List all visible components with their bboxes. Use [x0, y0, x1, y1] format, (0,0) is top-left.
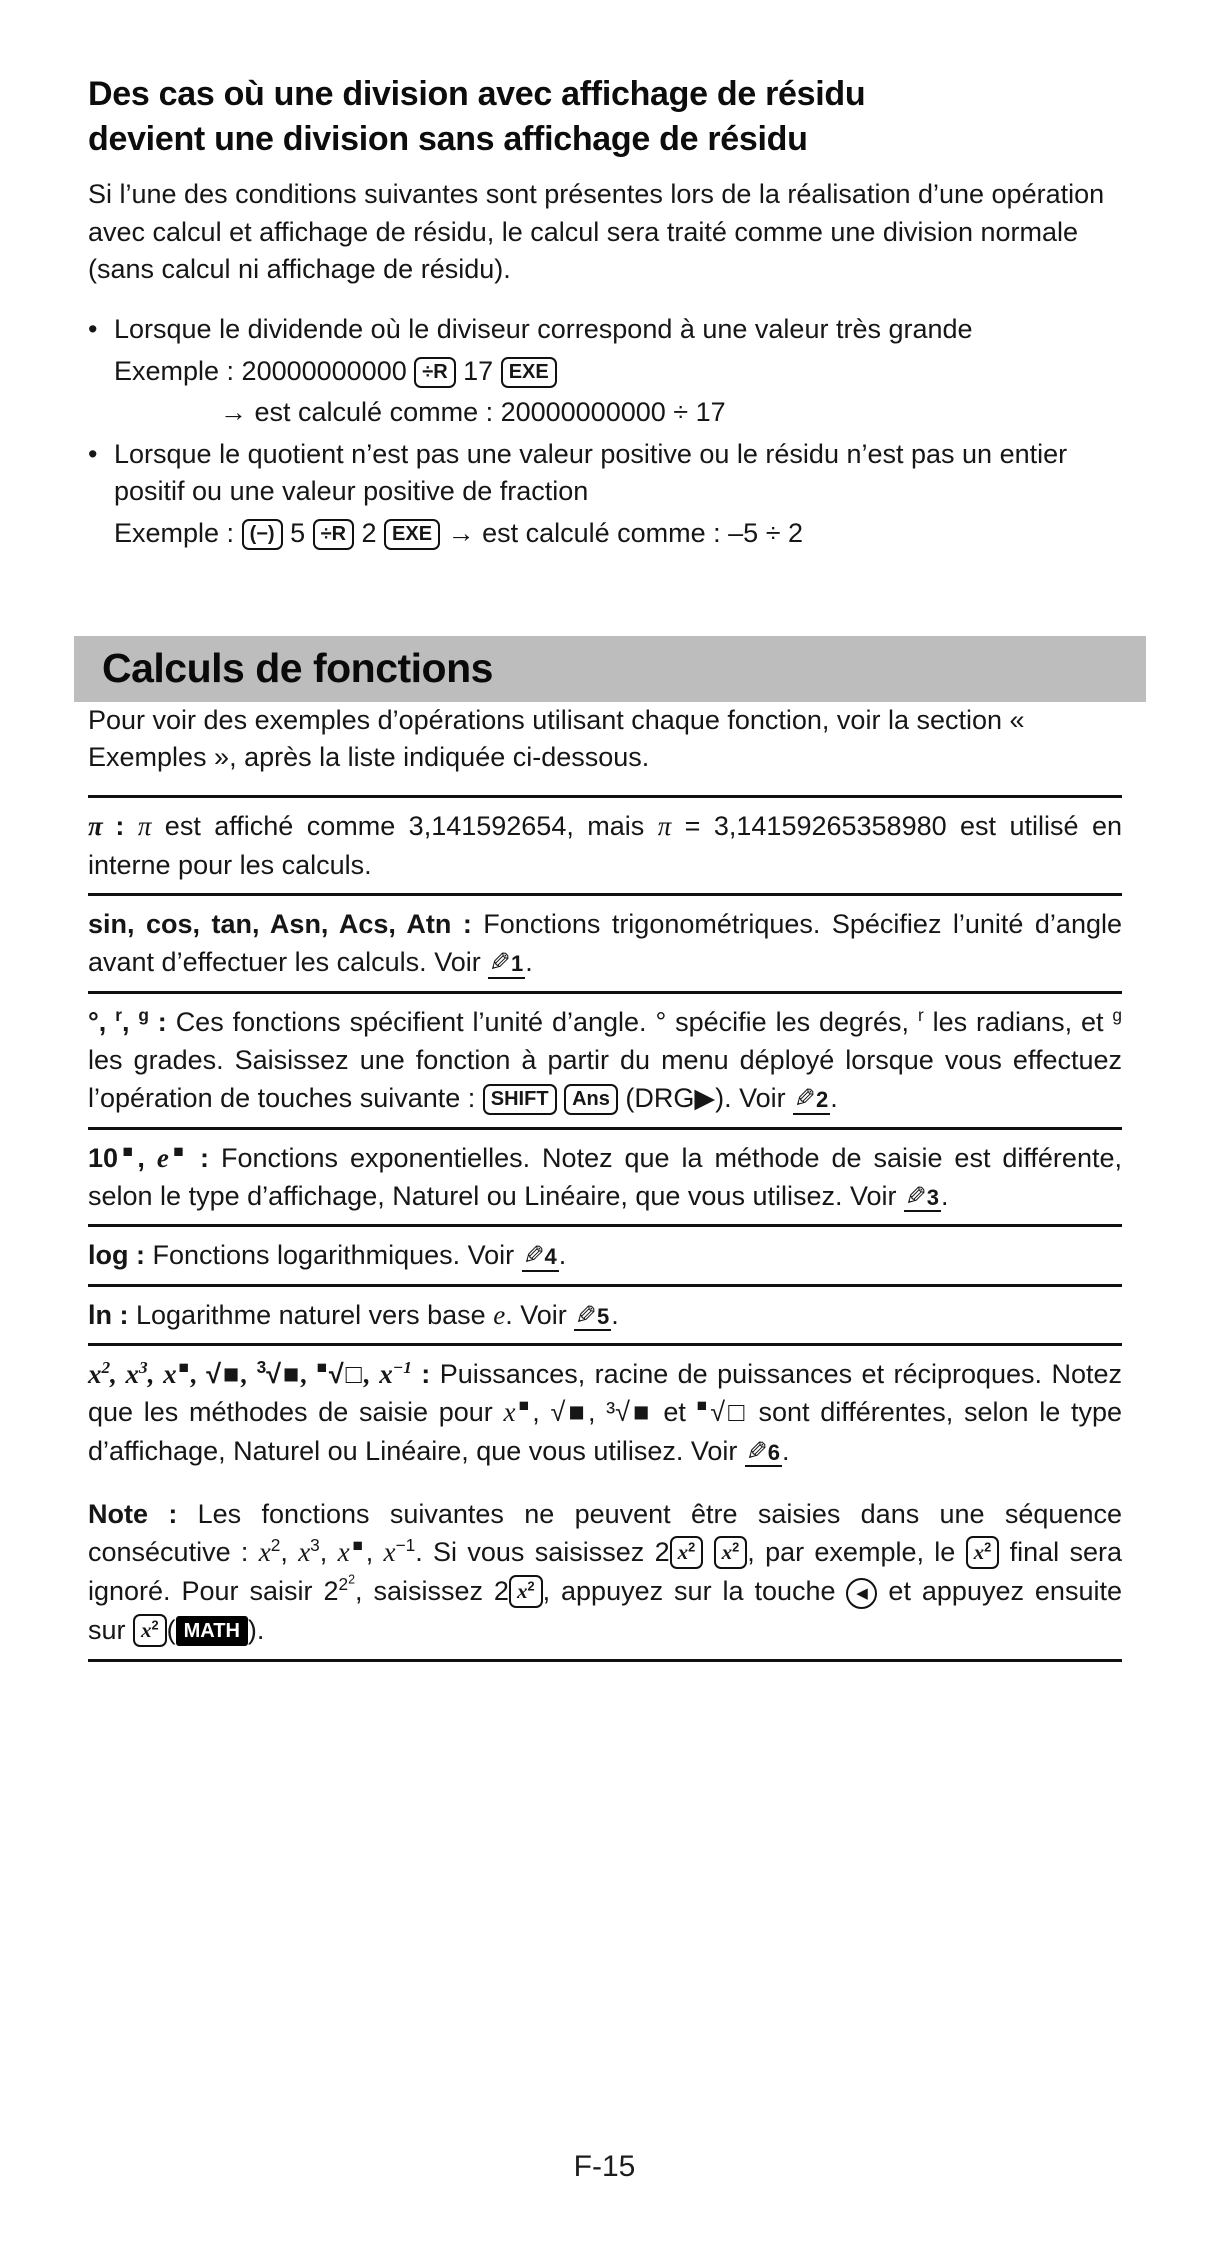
- text-segment: ,: [365, 1537, 384, 1568]
- text-segment: x: [503, 1397, 516, 1428]
- text-segment: °,: [88, 1006, 116, 1037]
- replay-left-key-icon: ◀: [846, 1578, 877, 1609]
- function-list: [88, 795, 1122, 1662]
- text-segment: π: [137, 811, 152, 842]
- section-banner: [74, 636, 1146, 702]
- text-segment: 17: [455, 355, 501, 386]
- example-note-4-icon: ✎4: [522, 1240, 557, 1271]
- text-segment: , appuyez sur la touche: [542, 1575, 847, 1606]
- text-segment: ■: [118, 1140, 138, 1161]
- text-segment: les grades. Saisissez une fonction à partir du menu déployé lorsque vous effectuez l’opération de touches suivante :: [88, 1044, 1122, 1114]
- text-segment: x: [383, 1537, 396, 1568]
- text-segment: x: [379, 1358, 393, 1389]
- text-segment: les radians, et: [923, 1006, 1113, 1037]
- text-segment: .: [941, 1180, 949, 1211]
- text-segment: π: [657, 811, 672, 842]
- functions-intro-paragraph: Pour voir des exemples d’opérations utilisant chaque fonction, voir la section « Exemples », après la liste indiquée ci-dessous.: [88, 704, 1025, 773]
- function-entry-angle-units: [88, 991, 1122, 1127]
- condition-text: Lorsque le dividende où le diviseur correspond à une valeur très grande: [114, 314, 973, 345]
- page-content: [88, 0, 1122, 1662]
- section-title-line1: Des cas où une division avec affichage de résidu: [88, 75, 866, 113]
- x-squared-key-icon: $x^2$: [670, 1536, 704, 1569]
- example-note-3-icon: ✎3: [905, 1180, 940, 1211]
- note-paragraph: [88, 1479, 1122, 1659]
- x-squared-key-icon: $x^2$: [509, 1575, 543, 1608]
- text-segment: , par exemple, le: [747, 1537, 966, 1568]
- text-segment: ■: [696, 1395, 711, 1416]
- text-segment: , saisissez 2: [355, 1575, 509, 1606]
- text-segment: ,: [137, 1142, 157, 1173]
- text-segment: √□: [328, 1358, 364, 1389]
- text-segment: ,: [363, 1358, 380, 1389]
- page-number: F-15: [573, 2150, 636, 2183]
- text-segment: Puissances, racine de puissances et réciproques. Notez que les méthodes de saisie pour: [88, 1358, 1122, 1428]
- x-squared-key-icon: $x^2$: [133, 1614, 167, 1647]
- text-segment: et appuyez ensuite sur: [88, 1575, 1122, 1645]
- text-segment: g: [1112, 1004, 1122, 1025]
- text-segment: ,: [110, 1358, 126, 1389]
- text-segment: .: [781, 1435, 790, 1466]
- text-segment: → est calculé comme : –5 ÷ 2: [440, 518, 804, 549]
- text-segment: ■: [515, 1395, 533, 1416]
- text-segment: Logarithme naturel vers base: [136, 1299, 494, 1330]
- text-segment: π: [88, 811, 116, 842]
- text-segment: x: [337, 1537, 350, 1568]
- text-segment: ,: [319, 1537, 338, 1568]
- text-segment: Fonctions logarithmiques. Voir: [152, 1240, 522, 1271]
- text-segment: x: [125, 1358, 140, 1389]
- bullet-icon: •: [88, 314, 98, 345]
- text-segment: e: [493, 1299, 506, 1330]
- text-segment: Exemple :: [114, 518, 242, 549]
- section-title-line2: devient une division sans affichage de résidu: [88, 119, 808, 158]
- exe-key-icon: EXE: [501, 357, 557, 388]
- intro-paragraph: Si l’une des conditions suivantes sont présentes lors de la réalisation d’une opération avec calcul et affichage de résidu, le calcul sera traité comme une division normale (sans calcul ni affichage de résidu).: [88, 178, 1105, 285]
- function-entry-exponential: [88, 1127, 1122, 1225]
- text-segment: −1: [392, 1357, 412, 1377]
- text-segment: (DRG▶). Voir: [617, 1083, 794, 1114]
- text-segment: ,: [147, 1358, 164, 1389]
- divide-remainder-key-icon: ÷R: [313, 519, 354, 550]
- text-segment: 5: [282, 518, 313, 549]
- text-segment: Exemple : 20000000000: [114, 355, 415, 386]
- text-segment: .: [525, 947, 533, 978]
- text-segment: ,: [301, 1358, 317, 1389]
- result-line: → est calculé comme : 20000000000 ÷ 17: [220, 397, 726, 428]
- list-item: [88, 311, 1122, 432]
- text-segment: :: [411, 1358, 440, 1389]
- text-segment: 2: [101, 1357, 111, 1377]
- text-segment: ■: [349, 1535, 366, 1556]
- text-segment: x: [258, 1537, 271, 1568]
- text-segment: ■: [316, 1356, 329, 1377]
- exe-key-icon: EXE: [384, 519, 440, 550]
- example-note-5-icon: ✎5: [575, 1299, 610, 1330]
- text-segment: ■: [176, 1357, 191, 1377]
- text-segment: [557, 1083, 565, 1113]
- text-segment: g: [138, 1004, 149, 1025]
- text-segment: final sera ignoré. Pour saisir: [88, 1537, 1122, 1606]
- condition-list: [88, 311, 1122, 554]
- text-segment: ).: [247, 1614, 265, 1645]
- text-segment: Les fonctions suivantes ne peuvent être saisies dans une séquence consécutive :: [88, 1498, 1122, 1568]
- list-item: [88, 436, 1122, 554]
- list-item-body: [114, 436, 1122, 554]
- section-title: [88, 72, 1122, 162]
- text-segment: . Voir: [505, 1299, 575, 1330]
- text-segment: = 3,14159265358980 est utilisé en interne pour les calculs.: [88, 811, 1122, 880]
- bullet-icon: •: [88, 438, 98, 469]
- text-segment: ■: [168, 1140, 189, 1161]
- text-segment: . Si vous saisissez 2: [415, 1537, 670, 1568]
- x-squared-key-icon: $x^2$: [714, 1536, 748, 1569]
- text-segment: est affiché comme 3,141592654, mais: [151, 811, 658, 842]
- power-tower-2-2-2: $2^{2^2}$: [323, 1571, 355, 1606]
- text-segment: 2: [354, 518, 385, 549]
- text-segment: r: [115, 1004, 122, 1025]
- function-entry-pi: [88, 795, 1122, 893]
- text-segment: x: [163, 1358, 177, 1389]
- x-squared-key-icon: $x^2$: [966, 1536, 1000, 1569]
- text-segment: √■: [266, 1358, 302, 1389]
- text-segment: ,: [280, 1537, 299, 1568]
- text-segment: 3: [310, 1535, 320, 1556]
- function-entry-trig: [88, 893, 1122, 991]
- text-segment: :: [188, 1142, 221, 1173]
- function-entry-ln: [88, 1284, 1122, 1343]
- text-segment: :: [115, 811, 138, 842]
- text-segment: [703, 1537, 713, 1567]
- section-banner-title: Calculs de fonctions: [102, 645, 493, 692]
- text-segment: 10: [88, 1142, 119, 1173]
- text-segment: e: [156, 1142, 169, 1173]
- ans-key-icon: Ans: [564, 1084, 618, 1115]
- text-segment: Ces fonctions spécifient l’unité d’angle. ° spécifie les degrés,: [175, 1006, 918, 1037]
- function-entry-log: [88, 1224, 1122, 1283]
- text-segment: −1: [395, 1535, 416, 1556]
- math-mode-badge: MATH: [176, 1616, 248, 1646]
- negative-key-icon: (−): [242, 519, 283, 550]
- text-segment: .: [611, 1299, 619, 1330]
- text-segment: ,: [190, 1358, 207, 1389]
- text-segment: ln :: [88, 1299, 136, 1330]
- text-segment: Fonctions trigonométriques. Spécifiez l’unité d’angle avant d’effectuer les calculs. Voir: [88, 908, 1122, 978]
- example-line: [114, 514, 1122, 553]
- text-segment: √□ sont différentes, selon le type d’affichage, Naturel ou Linéaire, que vous utilisez. Voir: [88, 1397, 1122, 1466]
- text-segment: 2: [270, 1535, 281, 1556]
- function-entry-powers: [88, 1343, 1122, 1479]
- text-segment: sin, cos, tan, Asn, Acs, Atn :: [88, 908, 484, 939]
- text-segment: 3: [256, 1356, 267, 1377]
- text-segment: Fonctions exponentielles. Notez que la méthode de saisie est différente, selon le type d’affichage, Naturel ou Linéaire, que vous utilisez. Voir: [88, 1142, 1122, 1211]
- example-note-6-icon: ✎6: [745, 1435, 780, 1466]
- text-segment: .: [558, 1240, 567, 1271]
- text-segment: x: [298, 1537, 311, 1568]
- condition-text: Lorsque le quotient n’est pas une valeur positive ou le résidu n’est pas un entier positif ou une valeur positive de fraction: [114, 438, 1068, 507]
- example-note-2-icon: ✎2: [794, 1083, 829, 1114]
- text-segment: Note :: [88, 1498, 198, 1529]
- divide-remainder-key-icon: ÷R: [414, 357, 455, 388]
- text-segment: ,: [241, 1358, 257, 1389]
- example-line: [114, 352, 1122, 391]
- text-segment: ,: [121, 1006, 139, 1037]
- text-segment: .: [830, 1083, 838, 1114]
- list-item-body: [114, 311, 1122, 432]
- text-segment: log :: [88, 1240, 153, 1271]
- text-segment: √■: [206, 1358, 242, 1389]
- shift-key-icon: SHIFT: [483, 1084, 557, 1115]
- text-segment: (: [166, 1614, 176, 1645]
- text-segment: x: [88, 1358, 102, 1389]
- text-segment: :: [148, 1006, 176, 1037]
- text-segment: 3: [139, 1357, 148, 1377]
- example-note-1-icon: ✎1: [489, 947, 524, 978]
- text-segment: r: [917, 1004, 924, 1025]
- text-segment: , √■, ³√■ et: [532, 1397, 697, 1428]
